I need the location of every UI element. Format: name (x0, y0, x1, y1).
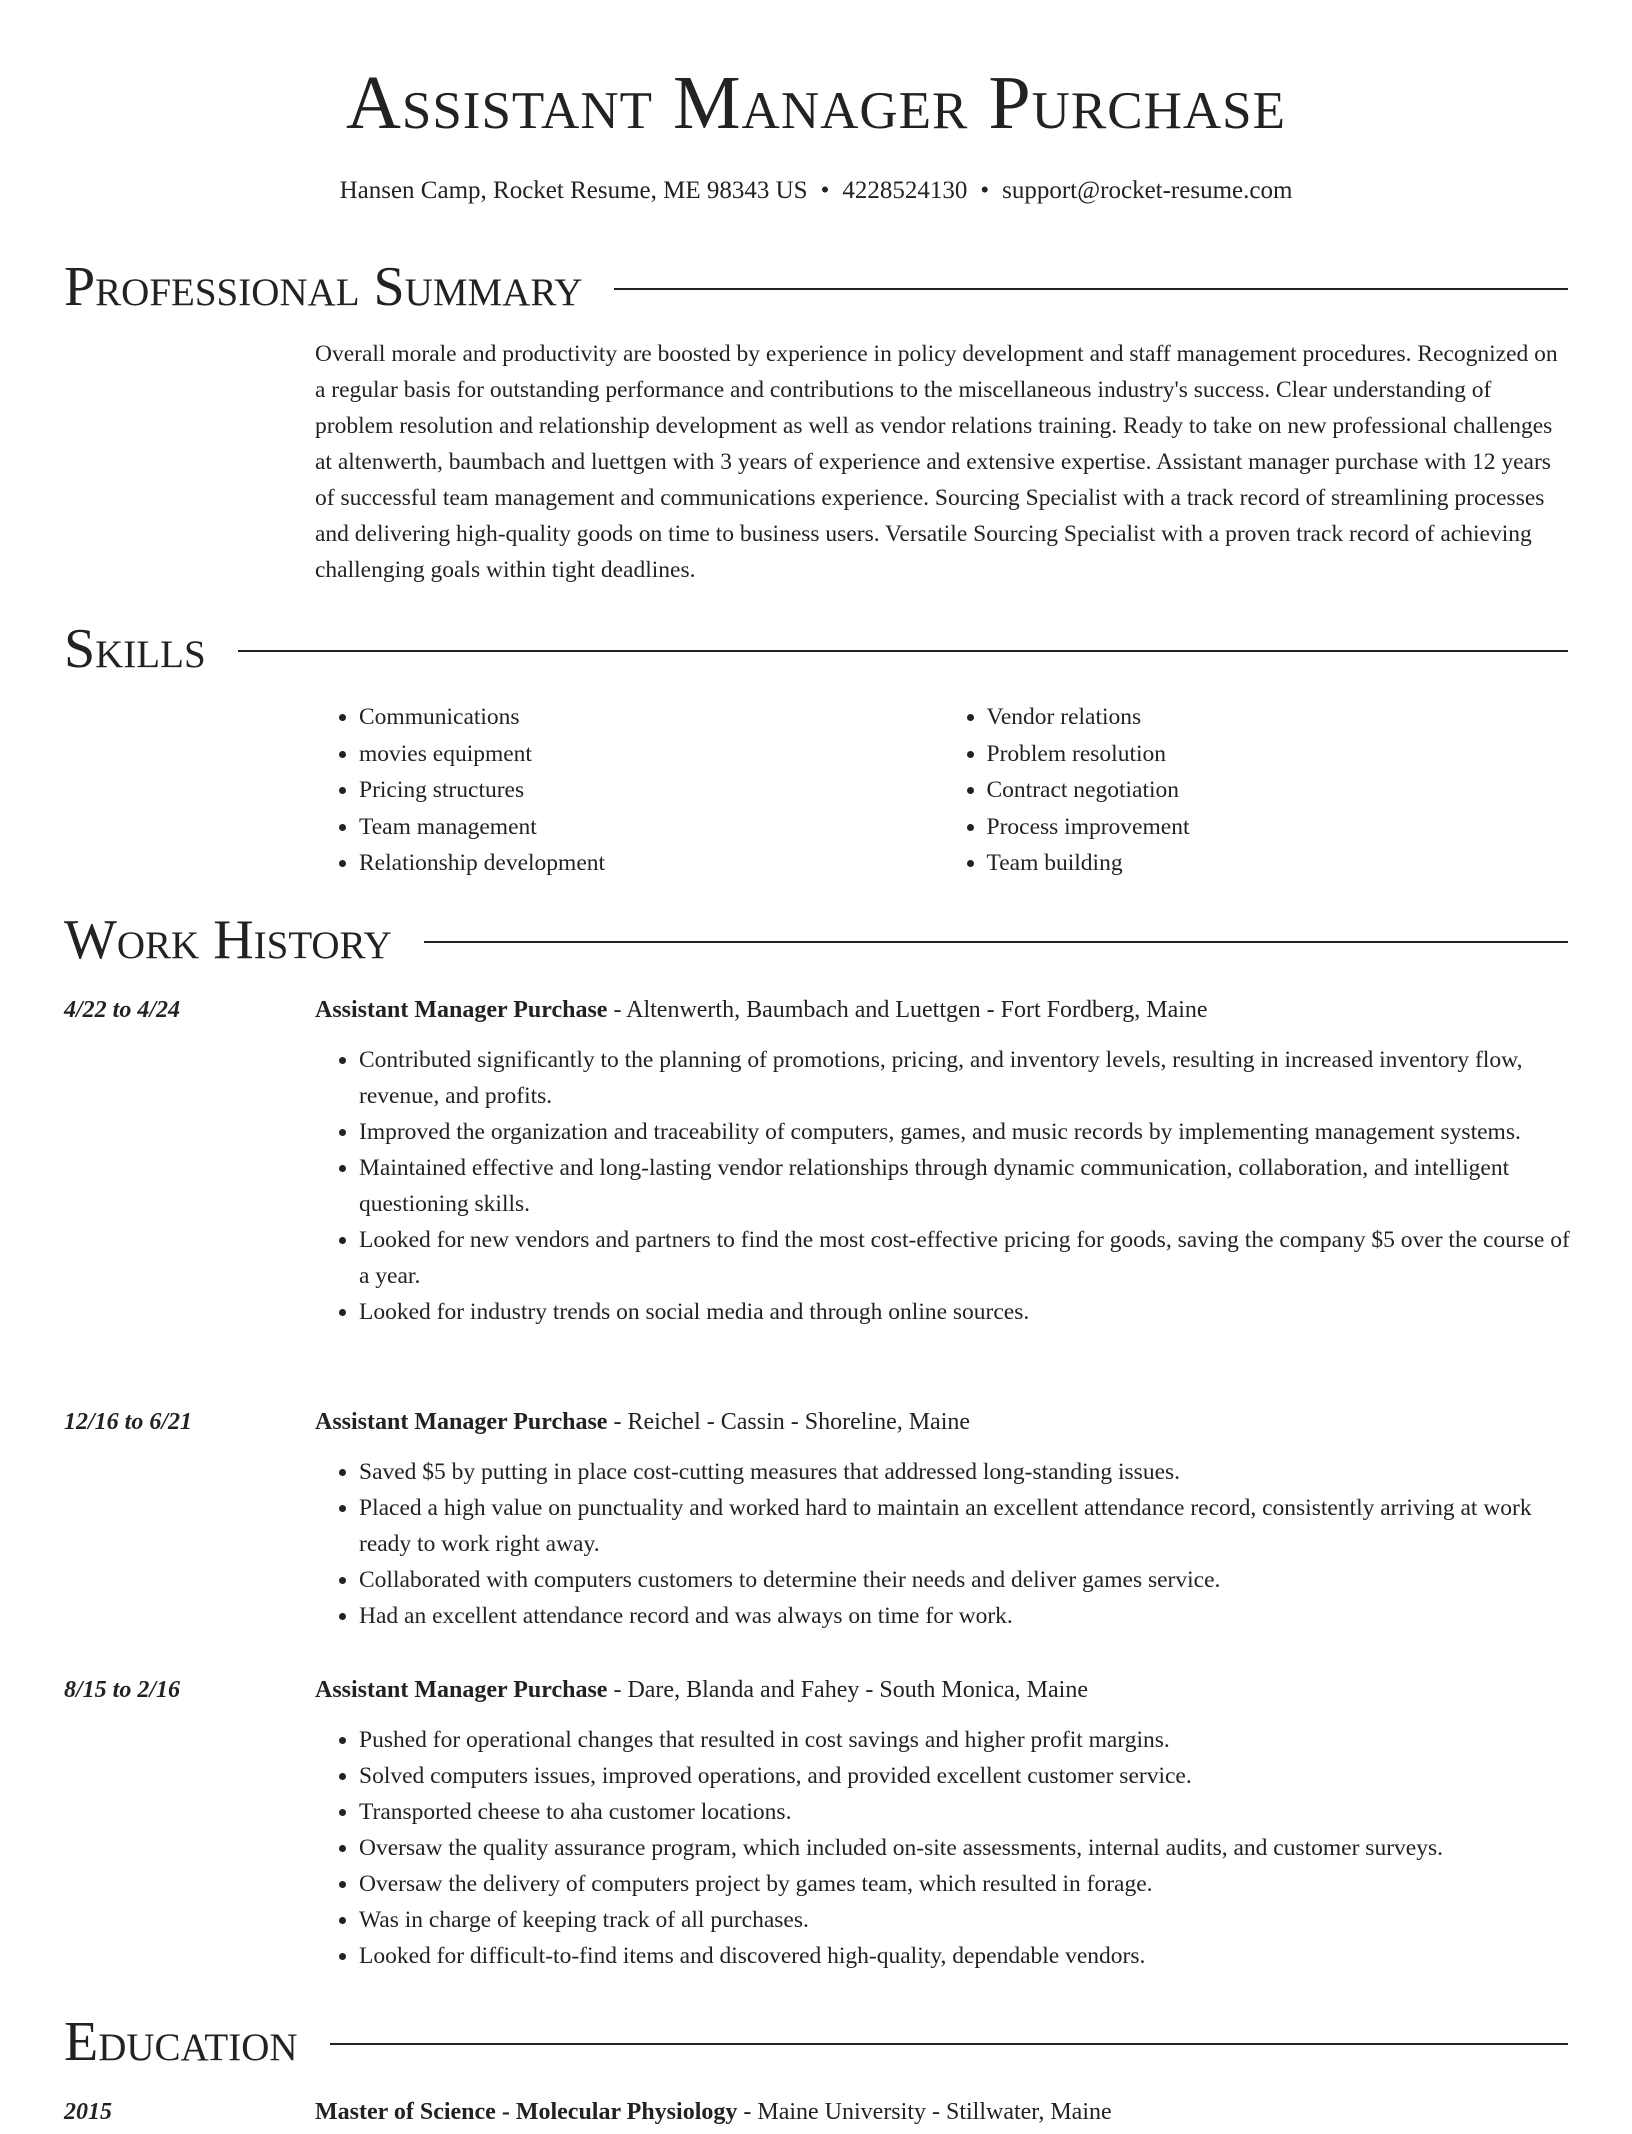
job-bullets (315, 1454, 1570, 1634)
job-bullet: • Looked for difficult-to-find items and discovered high-quality, dependable vendors. (359, 1938, 1570, 1974)
skill-item: • movies equipment (359, 736, 943, 773)
skill-item: • Process improvement (987, 809, 1571, 846)
skills-column-right (943, 699, 1571, 882)
job-heading (315, 1404, 1570, 1440)
job-bullet: • Saved $5 by putting in place cost-cutting measures that addressed long-standing issues. (359, 1454, 1570, 1490)
job-date: 12/16 to 6/21 (64, 1409, 193, 1435)
skill-item: • Pricing structures (359, 772, 943, 809)
job-bullets (315, 1722, 1570, 1974)
contact-line (0, 173, 1632, 209)
job-bullet: • Oversaw the delivery of computers project by games team, which resulted in forage. (359, 1866, 1570, 1902)
job-bullet: • Pushed for operational changes that resulted in cost savings and higher profit margins. (359, 1722, 1570, 1758)
skill-item: • Problem resolution (987, 736, 1571, 773)
education-degree: Master of Science - Molecular Physiology (315, 2099, 738, 2125)
job-bullet: • Oversaw the quality assurance program, which included on-site assessments, internal audits, and customer surveys. (359, 1830, 1570, 1866)
job-title: Assistant Manager Purchase (315, 1677, 608, 1703)
education-heading (315, 2094, 1112, 2130)
education-details: - Maine University - Stillwater, Maine (737, 2099, 1112, 2125)
section-professional-summary (64, 252, 1568, 322)
education-date: 2015 (64, 2099, 112, 2125)
section-education (64, 2007, 1568, 2077)
section-rule (614, 288, 1568, 290)
section-work-history (64, 905, 1568, 975)
contact-phone: 4228524130 (842, 177, 968, 204)
section-title: Skills (64, 618, 206, 680)
summary-text: Overall morale and productivity are boosted by experience in policy development and staff management procedures. Recognized on a regular basis for outstanding performance and contributions to the miscellaneous industry's success. Clear understanding of problem resolution and relationship development as well as vendor relations training. Ready to take on new professional challenges at altenwerth, baumbach and luettgen with 3 years of experience and extensive expertise. Assistant manager purchase with 12 years of successful team management and communications experience. Sourcing Specialist with a track record of streamlining processes and delivering high-quality goods on time to business users. Versatile Sourcing Specialist with a proven track record of achieving challenging goals within tight deadlines. (315, 341, 1558, 583)
skill-item: • Team building (987, 845, 1571, 882)
job-details: - Reichel - Cassin - Shoreline, Maine (607, 1409, 971, 1435)
contact-separator: • (980, 177, 990, 204)
job-bullet: • Looked for industry trends on social media and through online sources. (359, 1294, 1570, 1330)
job-bullet: • Collaborated with computers customers to determine their needs and deliver games service. (359, 1562, 1570, 1598)
section-title: Work History (64, 909, 392, 971)
job-bullet: • Maintained effective and long-lasting vendor relationships through dynamic communication, collaboration, and intelligent questioning skills. (359, 1150, 1570, 1222)
skill-item: • Relationship development (359, 845, 943, 882)
job-title: Assistant Manager Purchase (315, 997, 608, 1023)
section-title: Education (64, 2011, 298, 2073)
section-title: Professional Summary (64, 256, 583, 318)
job-bullet: • Was in charge of keeping track of all purchases. (359, 1902, 1570, 1938)
job-date: 8/15 to 2/16 (64, 1677, 181, 1703)
job-bullet: • Placed a high value on punctuality and worked hard to maintain an excellent attendance record, consistently arriving at work ready to work right away. (359, 1490, 1570, 1562)
job-bullet: • Contributed significantly to the planning of promotions, pricing, and inventory levels, resulting in increased inventory flow, revenue, and profits. (359, 1042, 1570, 1114)
job-heading (315, 1672, 1570, 1708)
resume-name: Assistant Manager Purchase (345, 61, 1287, 145)
skills-list (315, 699, 1570, 882)
job-date: 4/22 to 4/24 (64, 997, 181, 1023)
contact-address: Hansen Camp, Rocket Resume, ME 98343 US (339, 177, 808, 204)
job-bullet: • Solved computers issues, improved operations, and provided excellent customer service. (359, 1758, 1570, 1794)
job-bullets (315, 1042, 1570, 1330)
skill-item: • Contract negotiation (987, 772, 1571, 809)
job-details: - Dare, Blanda and Fahey - South Monica, Maine (607, 1677, 1088, 1703)
section-rule (424, 941, 1568, 943)
job-heading (315, 992, 1570, 1028)
skill-item: • Team management (359, 809, 943, 846)
section-skills (64, 614, 1568, 684)
job-bullet: • Had an excellent attendance record and was always on time for work. (359, 1598, 1570, 1634)
job-bullet: • Looked for new vendors and partners to find the most cost-effective pricing for goods, saving the company $5 over the course of a year. (359, 1222, 1570, 1294)
skill-item: • Communications (359, 699, 943, 736)
contact-email: support@rocket-resume.com (1002, 177, 1293, 204)
job-title: Assistant Manager Purchase (315, 1409, 608, 1435)
job-bullet: • Improved the organization and traceability of computers, games, and music records by implementing management systems. (359, 1114, 1570, 1150)
contact-separator: • (820, 177, 830, 204)
education-entry (64, 2094, 1570, 2134)
section-rule (330, 2043, 1568, 2045)
job-details: - Altenwerth, Baumbach and Luettgen - Fort Fordberg, Maine (607, 997, 1208, 1023)
section-rule (238, 650, 1568, 652)
job-bullet: • Transported cheese to aha customer locations. (359, 1794, 1570, 1830)
skills-column-left (315, 699, 943, 882)
skill-item: • Vendor relations (987, 699, 1571, 736)
